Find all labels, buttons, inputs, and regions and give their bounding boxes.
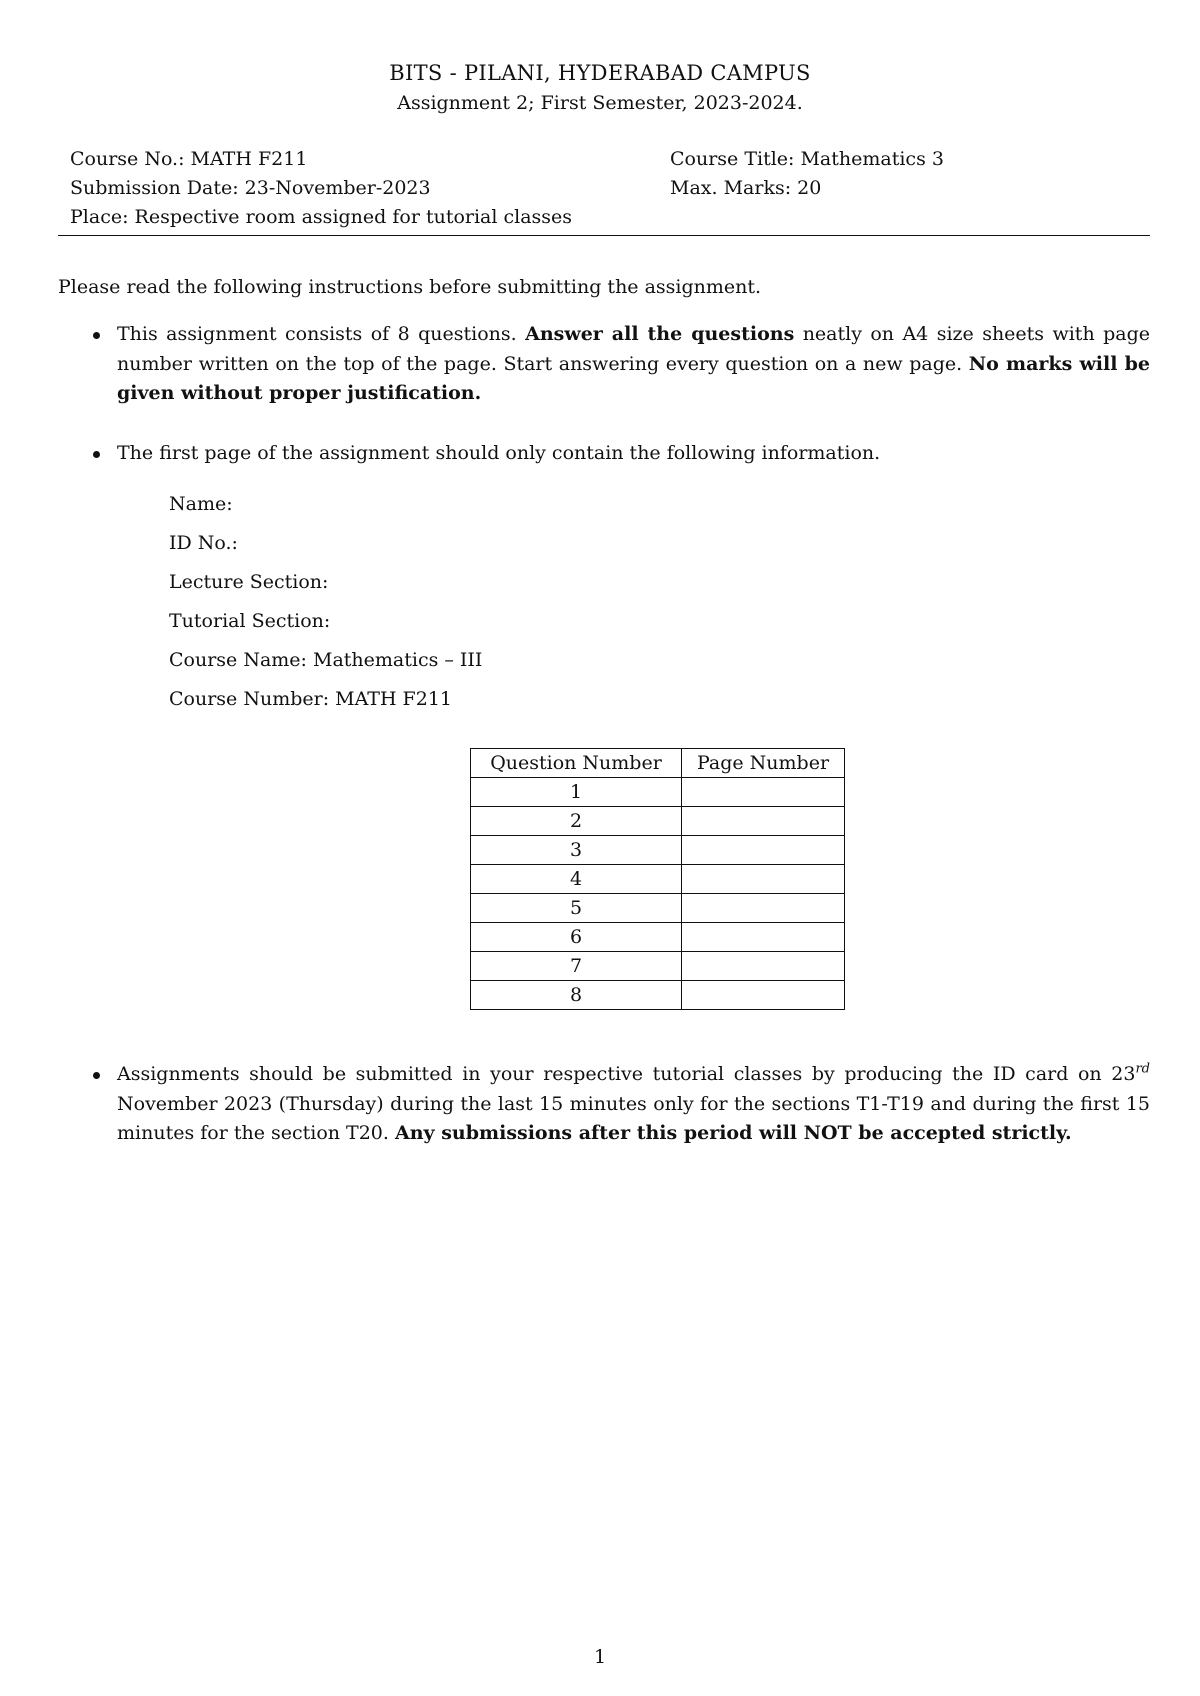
- page-number-cell: [682, 894, 845, 923]
- instructions-intro: Please read the following instructions before submitting the assignment.: [58, 276, 762, 298]
- institution-name: BITS - PILANI, HYDERABAD CAMPUS: [389, 61, 811, 85]
- table-row: [471, 836, 845, 865]
- page-number-cell: [682, 865, 845, 894]
- bullet-icon: [93, 451, 100, 458]
- question-number-cell: 8: [471, 981, 682, 1010]
- meta-row: [70, 145, 1150, 174]
- info-field-lecture-section: Lecture Section:: [169, 571, 329, 593]
- course-title: Course Title: Mathematics 3: [670, 148, 944, 170]
- table-row: [471, 807, 845, 836]
- info-field-course-number: Course Number: MATH F211: [169, 688, 453, 710]
- instruction-emphasis: No marks will be given without proper justification.: [117, 352, 1150, 404]
- bullet-icon: [93, 332, 100, 339]
- max-marks: Max. Marks: 20: [670, 177, 822, 199]
- column-header-question-number: Question Number: [471, 749, 682, 778]
- course-number: Course No.: MATH F211: [70, 148, 308, 170]
- submission-instruction-block: [58, 1060, 1150, 1149]
- table-row: [471, 894, 845, 923]
- question-number-cell: 6: [471, 923, 682, 952]
- meta-row: [70, 203, 1150, 232]
- table-row: [471, 923, 845, 952]
- page-number-cell: [682, 981, 845, 1010]
- instruction-list: [58, 320, 1150, 719]
- table-row: [471, 952, 845, 981]
- question-number-cell: 1: [471, 778, 682, 807]
- question-number-cell: 3: [471, 836, 682, 865]
- instruction-text: November 2023 (Thursday) during the last 15 minutes only for the sections T1-T19 and during the first 15 minutes for the section T20.: [117, 1092, 1150, 1144]
- first-page-info-list: [117, 485, 1150, 719]
- instruction-text: This assignment consists of 8 questions.: [117, 323, 526, 345]
- page-number-cell: [682, 952, 845, 981]
- instruction-text: The first page of the assignment should only contain the following information.: [117, 441, 881, 464]
- page-number-cell: [682, 923, 845, 952]
- question-number-cell: 4: [471, 865, 682, 894]
- course-meta: [70, 145, 1150, 232]
- table-row: [471, 778, 845, 807]
- submission-place: Place: Respective room assigned for tutorial classes: [70, 206, 573, 228]
- instruction-emphasis: Answer all the questions: [525, 323, 795, 345]
- ordinal-suffix: rd: [1135, 1061, 1150, 1077]
- instruction-emphasis: Any submissions after this period will NOT be accepted strictly.: [394, 1122, 1072, 1144]
- table-header-row: [471, 749, 845, 778]
- info-field-course-name: Course Name: Mathematics – III: [169, 649, 483, 671]
- info-field-tutorial-section: Tutorial Section:: [169, 610, 331, 632]
- instruction-item: [58, 439, 1150, 720]
- instruction-item: [58, 1060, 1150, 1149]
- question-page-table-wrapper: [470, 748, 845, 1010]
- table-row: [471, 981, 845, 1010]
- info-field-id: ID No.:: [169, 532, 238, 554]
- bullet-icon: [93, 1072, 100, 1079]
- question-number-cell: 2: [471, 807, 682, 836]
- info-field-name: Name:: [169, 493, 233, 515]
- document-header: [0, 58, 1200, 118]
- page-number-cell: [682, 836, 845, 865]
- page-number-cell: [682, 778, 845, 807]
- question-number-cell: 7: [471, 952, 682, 981]
- question-number-cell: 5: [471, 894, 682, 923]
- page-number-cell: [682, 807, 845, 836]
- assignment-subtitle: Assignment 2; First Semester, 2023-2024.: [397, 92, 803, 114]
- header-divider: [58, 235, 1150, 236]
- instruction-item: [58, 320, 1150, 409]
- instruction-text: neatly on A4 size sheets with page number written on the top of the page. Start answering every question on a new page.: [117, 323, 1150, 375]
- instruction-text: Assignments should be submitted in your respective tutorial classes by producing the ID card on 23: [117, 1063, 1136, 1085]
- meta-row: [70, 174, 1150, 203]
- question-page-table: [470, 748, 845, 1010]
- column-header-page-number: Page Number: [682, 749, 845, 778]
- page-number: 1: [593, 1646, 607, 1668]
- submission-date: Submission Date: 23-November-2023: [70, 177, 431, 199]
- table-row: [471, 865, 845, 894]
